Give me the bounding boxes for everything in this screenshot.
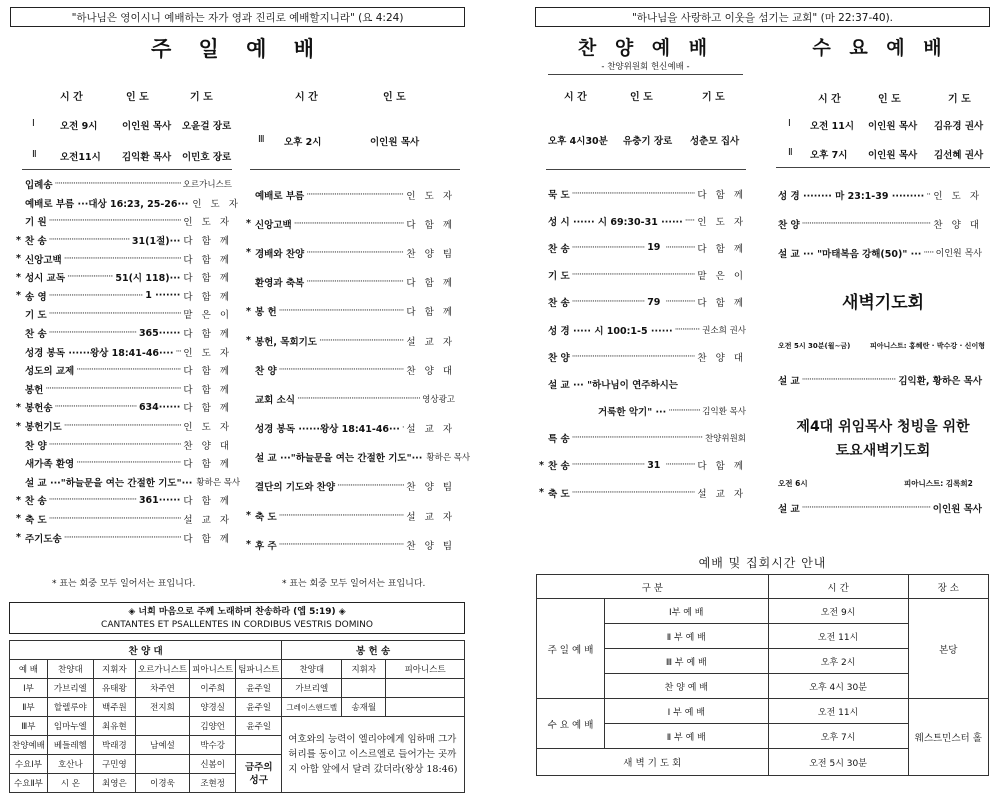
praise-header-time: 시 간 bbox=[564, 92, 587, 103]
order-item: 찬 양 ····· 찬 양 대 bbox=[25, 435, 232, 454]
order-item: 묵 도 ····· 다 함 께 bbox=[548, 180, 746, 207]
order-item: * 신앙고백 ····· 다 함 께 bbox=[25, 249, 232, 268]
order-item: 기 도 ····· 맡 은 이 bbox=[25, 305, 232, 324]
wed-order: 성 경 ········ 마 23:1-39 ········· ····· 인 도 자 찬 양 ····· 찬 양 대 설 교 ··· "마태복음 강해(50)" ··· ····· 이인원 목사 bbox=[778, 180, 982, 267]
order-item: * 봉헌, 목회기도 ····· 설 교 자 bbox=[255, 326, 455, 355]
order-item: 결단의 기도와 찬양 ····· 찬 양 팀 bbox=[255, 472, 455, 501]
saturday-pianist: 피아니스트: 김록희2 bbox=[904, 479, 973, 488]
sunday-title: 주 일 예 배 bbox=[150, 37, 325, 61]
praise-header-leader: 인 도 bbox=[630, 92, 653, 103]
order-item: 입례송 ····· 오르가니스트 bbox=[25, 175, 232, 194]
header-time: 시 간 bbox=[60, 92, 83, 103]
header-leader-3: 인 도 bbox=[383, 92, 406, 103]
choir-table: 찬 양 대 봉 헌 송 예 배 찬양대 지휘자 오르가니스트 피아니스트 팀파니스트 찬양대 지휘자 피아니스트 Ⅰ부 가브리엘 유태왕 차주연 이주희 윤주일 가브리엘 Ⅱ부 할렐루야 백주원 전지희 양경실 윤주일 그레이스핸드벨 송재월 Ⅲ부 임마누엘 최유현 김양언 윤주일 여호와의 능력이 엘리야에게 임하매 그가 허리를 동이고 이스르엘로 들어가는 곳까지 아합 앞에서 달려 갔더라(왕상 18:46) 찬양예배 베들레헴 박래경 남예설 박수강 수요Ⅰ부 호산나 구민영 신봄이 금주의 성구 수요Ⅱ부 시 온 최영은 이경욱 조현정 bbox=[9, 640, 465, 793]
order-item: 성경 봉독 ······왕상 18:41-46··· ····· 설 교 자 bbox=[255, 414, 455, 443]
dawn-title: 새벽기도회 bbox=[841, 293, 925, 313]
order-item: * 주기도송 ····· 다 함 께 bbox=[25, 528, 232, 547]
praise-order bbox=[539, 180, 746, 506]
order-right bbox=[246, 180, 471, 559]
dawn-sermon: 설 교 ····· 김익환, 황하은 목사 bbox=[778, 373, 982, 387]
order-item: * 후 주 ····· 찬 양 팀 bbox=[255, 530, 455, 559]
order-item: 찬 송 ····· 79 ····· 다 함 께 bbox=[548, 289, 746, 316]
order-item: * 찬 송 ····· 31 ····· 다 함 께 bbox=[548, 452, 746, 479]
order-item: 환영과 축복 ····· 다 함 께 bbox=[255, 268, 455, 297]
order-item: * 찬 송 ····· 31(1절)··· 다 함 께 bbox=[25, 231, 232, 250]
saturday-time: 오전 6시 bbox=[778, 479, 808, 488]
order-item: 찬 양 ····· 찬 양 대 bbox=[548, 343, 746, 370]
schedule-title: 예배 및 집회시간 안내 bbox=[698, 556, 827, 570]
order-item: 기 도 ····· 맡 은 이 bbox=[548, 262, 746, 289]
order-item: 성 시 ······ 시 69:30-31 ······ ····· 인 도 자 bbox=[548, 207, 746, 234]
header-time-3: 시 간 bbox=[295, 92, 318, 103]
order-item: 예배로 부름 ····· 인 도 자 bbox=[255, 180, 455, 209]
order-item: 봉헌 ····· 다 함 께 bbox=[25, 380, 232, 399]
saturday-title-1: 제4대 위임목사 청빙을 위한 bbox=[796, 419, 970, 435]
order-item: * 경배와 찬양 ····· 찬 양 팀 bbox=[255, 238, 455, 267]
order-item: 예배로 부름 ···대상 16:23, 25-26··· 인 도 자 bbox=[25, 198, 241, 210]
order-item: * 축 도 ····· 설 교 자 bbox=[255, 501, 455, 530]
order-item: 기 원 ····· 인 도 자 bbox=[25, 212, 232, 231]
order-item: * 송 영 ····· 1 ······· 다 함 께 bbox=[25, 287, 232, 306]
order-item: 성 경 ····· 시 100:1-5 ······ ····· 권소희 권사 bbox=[548, 316, 746, 343]
verse-box: ◈ 너희 마음으로 주께 노래하며 찬송하라 (엡 5:19) ◈ CANTANTES ET PSALLENTES IN CORDIBUS VESTRIS DOMINO bbox=[9, 602, 465, 634]
order-left bbox=[16, 175, 241, 547]
right-quote: "하나님을 사랑하고 이웃을 섬기는 교회" (마 22:37-40). bbox=[535, 7, 990, 27]
dawn-pianist: 피아니스트: 홍혜란 · 박수강 · 신이형 bbox=[870, 342, 985, 350]
praise-subtitle: - 찬양위원회 헌신예배 - bbox=[601, 62, 690, 72]
order-item: 거룩한 악기" ··· ····· 김익환 목사 bbox=[548, 398, 746, 425]
order-item: 설 교 ···"하늘문을 여는 간절한 기도"··· 황하은 목사 bbox=[25, 477, 241, 489]
header-leader: 인 도 bbox=[126, 92, 149, 103]
order-item: * 찬 송 ····· 361······ 다 함 께 bbox=[25, 491, 232, 510]
order-item: 교회 소식 ····· 영상광고 bbox=[255, 384, 455, 413]
order-item: * 성시 교독 ····· 51(시 118)··· 다 함 께 bbox=[25, 268, 232, 287]
order-item: * 봉헌기도 ····· 인 도 자 bbox=[25, 417, 232, 436]
order-item: * 봉헌송 ····· 634······ 다 함 께 bbox=[25, 398, 232, 417]
order-item: 성도의 교제 ····· 다 함 께 bbox=[25, 361, 232, 380]
order-item: 특 송 ····· 찬양위원회 bbox=[548, 425, 746, 452]
wednesday-title: 수 요 예 배 bbox=[812, 37, 948, 59]
schedule-table: 구 분 시 간 장 소 주 일 예 배 Ⅰ부 예 배 오전 9시 본당 Ⅱ 부 예 배 오전 11시 Ⅲ 부 예 배 오후 2시 찬 양 예 배 오후 4시 30분 수 요 예 배 Ⅰ 부 예 배 오전 11시 웨스트민스터 홀 Ⅱ 부 예 배 오후 7시 새 벽 기 도 회 오전 5시 30분 bbox=[536, 574, 989, 776]
order-item: * 축 도 ····· 설 교 자 bbox=[25, 510, 232, 529]
order-item: 찬 양 ····· 찬 양 대 bbox=[255, 355, 455, 384]
left-quote: "하나님은 영이시니 예배하는 자가 영과 진리로 예배할지니라" (요 4:24) bbox=[10, 7, 465, 27]
note-left: * 표는 회중 모두 일어서는 표입니다. bbox=[52, 579, 196, 589]
saturday-title-2: 토요새벽기도회 bbox=[835, 443, 931, 459]
order-item: 찬 송 ····· 19 ····· 다 함 께 bbox=[548, 234, 746, 261]
wed-header-leader: 인 도 bbox=[878, 94, 901, 105]
order-item: 새가족 환영 ····· 다 함 께 bbox=[25, 454, 232, 473]
order-item: * 신앙고백 ····· 다 함 께 bbox=[255, 209, 455, 238]
saturday-sermon: 설 교 ····· 이인원 목사 bbox=[778, 501, 982, 515]
praise-title: 찬 양 예 배 bbox=[577, 37, 714, 59]
wed-header-time: 시 간 bbox=[818, 94, 841, 105]
wed-header-prayer: 기 도 bbox=[948, 94, 971, 105]
order-item: 찬 송 ····· 365······ 다 함 께 bbox=[25, 324, 232, 343]
dawn-time: 오전 5시 30분(월~금) bbox=[778, 342, 851, 350]
order-item: 설 교 ···"하늘문을 여는 간절한 기도"··· 황하은 목사 bbox=[255, 453, 471, 465]
header-prayer: 기 도 bbox=[190, 92, 213, 103]
praise-header-prayer: 기 도 bbox=[702, 92, 725, 103]
order-item: 성경 봉독 ······왕상 18:41-46···· ····· 인 도 자 bbox=[25, 342, 232, 361]
order-item: 설 교 ··· "하나님이 연주하시는 bbox=[548, 379, 678, 391]
order-item: * 축 도 ····· 설 교 자 bbox=[548, 479, 746, 506]
order-item: * 봉 헌 ····· 다 함 께 bbox=[255, 297, 455, 326]
note-right: * 표는 회중 모두 일어서는 표입니다. bbox=[282, 579, 426, 589]
